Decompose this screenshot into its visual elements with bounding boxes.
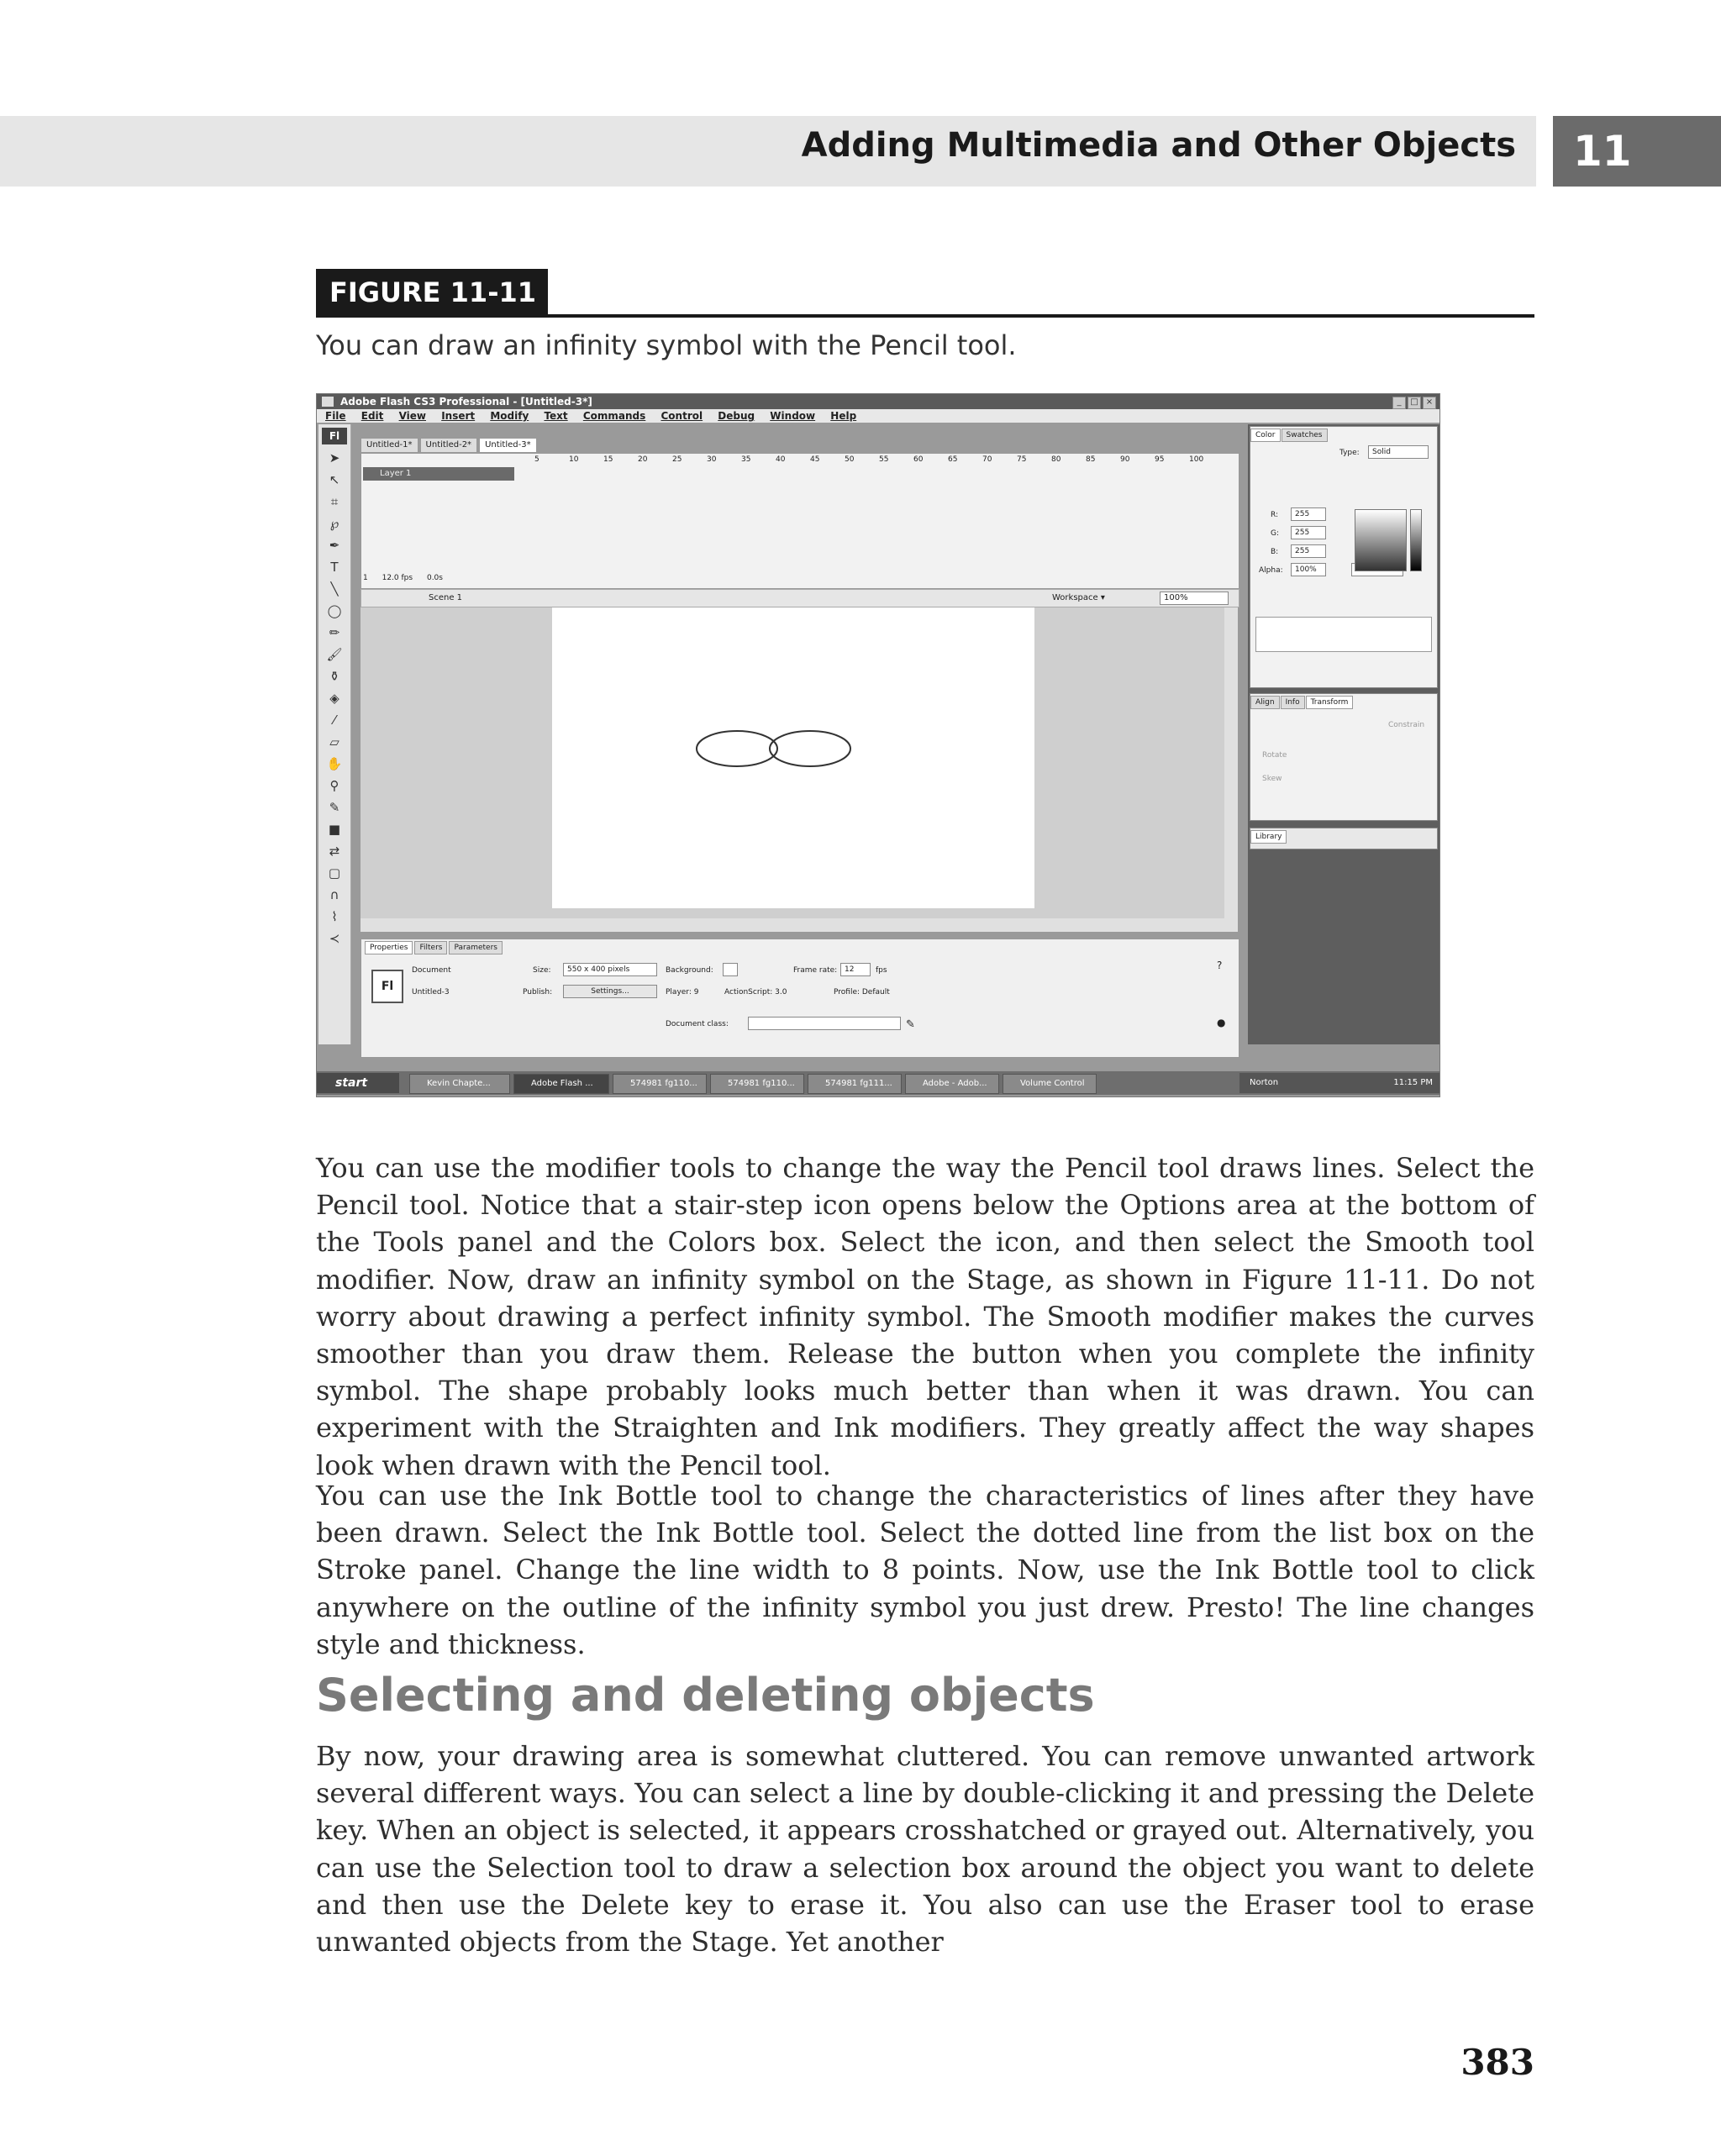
r-label: R: <box>1271 511 1279 519</box>
body-paragraph-3 <box>316 1738 1534 1960</box>
menu-view[interactable]: View <box>398 410 426 422</box>
taskbar-item[interactable]: Kevin Chapte... <box>409 1074 510 1094</box>
document-name: Untitled-3 <box>412 988 450 996</box>
menu-insert[interactable]: Insert <box>441 410 476 422</box>
frame-number: 10 <box>569 455 579 464</box>
document-label: Document <box>412 966 451 975</box>
background-color-swatch[interactable] <box>723 963 738 976</box>
fps-label: fps <box>876 966 887 975</box>
infinity-drawing <box>552 607 1034 908</box>
background-label: Background: <box>666 966 713 975</box>
text-tool-icon[interactable]: T <box>330 560 339 575</box>
paragraph-text: By now, your drawing area is somewhat cluttered. You can remove unwanted artwork several different ways. You can select a line by double-clicking it and pressing the Delete key. When an object is selected, it appears crosshatched or grayed out. Alternatively, you can use the Selection tool to draw a selection box around the object you want to delete and then use the Delete key to erase it. You also can use the Eraser tool to erase unwanted objects from the Stage. Yet another <box>316 1740 1534 1959</box>
menu-file[interactable]: File <box>325 410 346 422</box>
fill-color-icon[interactable]: ■ <box>328 822 341 837</box>
vertical-scrollbar[interactable] <box>1224 607 1238 918</box>
frame-number: 45 <box>810 455 820 464</box>
close-icon[interactable]: × <box>1423 397 1436 409</box>
clock: 11:15 PM <box>1393 1078 1433 1087</box>
document-tabs <box>361 438 539 453</box>
b-label: B: <box>1271 548 1279 556</box>
frame-rate-label: Frame rate: <box>793 966 838 975</box>
frame-number: 20 <box>638 455 648 464</box>
brush-tool-icon[interactable]: 🖌 <box>326 647 343 662</box>
frame-number: 70 <box>982 455 992 464</box>
alpha-field[interactable]: 100% <box>1291 563 1326 576</box>
document-class-field[interactable] <box>748 1017 901 1030</box>
window-controls <box>1391 396 1436 409</box>
frame-number: 40 <box>776 455 786 464</box>
collapse-icon[interactable]: ● <box>1217 1017 1226 1028</box>
taskbar-item[interactable]: 574981 fg111... <box>808 1074 902 1094</box>
frame-rate-readout: 12.0 fps <box>382 574 413 582</box>
frame-number: 50 <box>845 455 855 464</box>
chapter-number-tab: 11 <box>1553 116 1721 187</box>
hand-tool-icon[interactable]: ✋ <box>326 756 343 771</box>
library-panel <box>1250 828 1438 849</box>
type-label: Type: <box>1339 449 1360 457</box>
figure-label: FIGURE 11-11 <box>316 269 548 316</box>
g-field[interactable]: 255 <box>1291 526 1326 539</box>
smooth-modifier-icon[interactable]: ⌇ <box>331 909 338 924</box>
flash-logo: Fl <box>322 428 347 444</box>
transform-panel <box>1250 693 1438 821</box>
tab-untitled-2[interactable]: Untitled-2* <box>420 438 478 453</box>
running-header-title: Adding Multimedia and Other Objects <box>801 126 1516 165</box>
scene-label[interactable]: Scene 1 <box>429 593 463 602</box>
horizontal-scrollbar[interactable] <box>361 918 1238 932</box>
frame-number: 30 <box>707 455 717 464</box>
color-preview <box>1255 617 1432 652</box>
pasteboard <box>361 607 1224 918</box>
zoom-tool-icon[interactable]: ⚲ <box>329 778 339 793</box>
brightness-slider[interactable] <box>1410 509 1422 571</box>
properties-panel <box>361 939 1239 1058</box>
right-panels <box>1248 424 1439 1044</box>
frame-number: 75 <box>1017 455 1027 464</box>
stroke-color-icon[interactable]: ✎ <box>329 800 340 815</box>
norton-tray-label[interactable]: Norton <box>1250 1078 1279 1087</box>
r-field[interactable]: 255 <box>1291 507 1326 521</box>
windows-taskbar <box>317 1071 1439 1095</box>
help-icon[interactable]: ? <box>1217 960 1223 971</box>
frame-number: 5 <box>534 455 539 464</box>
pencil-edit-icon[interactable]: ✎ <box>906 1018 915 1031</box>
subselection-tool-icon[interactable]: ↖ <box>329 472 340 487</box>
frame-ruler <box>534 455 1224 467</box>
menu-window[interactable]: Window <box>770 410 816 422</box>
eraser-tool-icon[interactable]: ▱ <box>329 734 339 749</box>
elapsed-time: 0.0s <box>426 574 443 582</box>
menu-control[interactable]: Control <box>661 410 703 422</box>
pen-tool-icon[interactable]: ✒ <box>329 538 340 553</box>
flash-screenshot <box>316 393 1440 1097</box>
infinity-right-loop <box>770 731 850 766</box>
size-label: Size: <box>533 966 551 975</box>
frame-number: 85 <box>1086 455 1096 464</box>
properties-tabs <box>365 941 504 954</box>
taskbar-item[interactable]: 574981 fg110... <box>613 1074 707 1094</box>
taskbar-item[interactable]: Adobe Flash ... <box>513 1074 609 1094</box>
straighten-modifier-icon[interactable]: ≺ <box>329 931 340 946</box>
profile-label: Profile: Default <box>834 988 890 996</box>
frame-number: 100 <box>1189 455 1204 464</box>
g-label: G: <box>1271 529 1280 538</box>
skew-label[interactable]: Skew <box>1262 775 1282 783</box>
tab-swatches[interactable]: Swatches <box>1282 429 1328 442</box>
type-dropdown[interactable]: Solid <box>1368 445 1429 459</box>
body-paragraph-1 <box>316 1149 1534 1484</box>
menu-text[interactable]: Text <box>544 410 568 422</box>
document-icon: Fl <box>371 970 403 1003</box>
frame-number: 90 <box>1120 455 1130 464</box>
timeline-status <box>363 571 1229 585</box>
zoom-field[interactable]: 100% <box>1160 592 1229 605</box>
document-class-label: Document class: <box>666 1020 729 1028</box>
eyedropper-tool-icon[interactable]: ⁄ <box>333 713 336 728</box>
system-tray <box>1239 1073 1439 1093</box>
b-field[interactable]: 255 <box>1291 544 1326 558</box>
settings-button[interactable]: Settings... <box>563 985 657 998</box>
tools-panel <box>318 424 351 1044</box>
menu-debug[interactable]: Debug <box>718 410 755 422</box>
frame-rate-field[interactable]: 12 <box>840 963 871 976</box>
tab-properties[interactable]: Properties <box>365 941 413 954</box>
tab-color[interactable]: Color <box>1250 429 1281 442</box>
layer-row[interactable]: Layer 1 <box>363 467 514 481</box>
frame-number: 35 <box>741 455 751 464</box>
menu-modify[interactable]: Modify <box>490 410 529 422</box>
tab-untitled-3[interactable]: Untitled-3* <box>479 438 537 453</box>
tab-filters[interactable]: Filters <box>414 941 447 954</box>
paint-bucket-tool-icon[interactable]: ◈ <box>329 691 339 706</box>
line-tool-icon[interactable]: ╲ <box>330 581 339 597</box>
current-frame: 1 <box>363 574 368 582</box>
color-picker-area[interactable] <box>1355 509 1407 571</box>
edit-bar <box>361 589 1239 607</box>
window-title: Adobe Flash CS3 Professional - [Untitled-3*] <box>340 396 592 408</box>
window-titlebar <box>317 394 1439 409</box>
free-transform-tool-icon[interactable]: ⌗ <box>330 494 339 509</box>
publish-label: Publish: <box>523 988 553 996</box>
body-paragraph-2 <box>316 1477 1534 1663</box>
frame-number: 15 <box>603 455 613 464</box>
menu-edit[interactable]: Edit <box>361 410 384 422</box>
pencil-tool-icon[interactable]: ✏ <box>329 625 340 640</box>
page-number: 383 <box>1460 2042 1534 2083</box>
rotate-label[interactable]: Rotate <box>1262 751 1287 760</box>
paragraph-text: You can use the Ink Bottle tool to change the characteristics of lines after they have been drawn. Select the Ink Bottle tool. Select the dotted line from the list box on the Stroke panel. Change the line width to 8 points. Now, use the Ink Bottle tool to click anywhere on the outline of the infinity symbol you just drew. Presto! The line changes style and thickness. <box>316 1480 1534 1660</box>
frame-number: 80 <box>1051 455 1061 464</box>
color-panel <box>1250 426 1438 688</box>
frame-number: 60 <box>913 455 924 464</box>
section-heading: Selecting and deleting objects <box>316 1669 1095 1722</box>
object-drawing-icon[interactable]: ▢ <box>328 865 341 881</box>
selection-tool-icon[interactable]: ➤ <box>329 450 340 465</box>
infinity-left-loop <box>697 731 777 766</box>
size-button[interactable]: 550 x 400 pixels <box>563 963 657 976</box>
frame-number: 55 <box>879 455 889 464</box>
start-button[interactable]: start <box>317 1073 399 1093</box>
figure-rule <box>316 314 1534 318</box>
actionscript-label: ActionScript: 3.0 <box>724 988 787 996</box>
lasso-tool-icon[interactable]: ℘ <box>329 516 339 531</box>
player-label: Player: 9 <box>666 988 699 996</box>
figure-caption: You can draw an infinity symbol with the Pencil tool. <box>316 329 1017 361</box>
tab-parameters[interactable]: Parameters <box>449 941 503 954</box>
frame-number: 25 <box>672 455 682 464</box>
stage[interactable] <box>552 607 1034 908</box>
tab-info[interactable]: Info <box>1281 696 1305 709</box>
taskbar-item[interactable]: 574981 fg110... <box>710 1074 804 1094</box>
tab-transform[interactable]: Transform <box>1306 696 1354 709</box>
snap-magnet-icon[interactable]: ∩ <box>329 887 339 902</box>
paragraph-text: You can use the modifier tools to change the way the Pencil tool draws lines. Select the Pencil tool. Notice that a stair-step icon opens below the Options area at the bottom of the Tools panel and the Colors box. Select the icon, and then select the Smooth tool modifier. Now, draw an infinity symbol on the Stage, as shown in Figure 11-11. Do not worry about drawing a perfect infinity symbol. The Smooth modifier makes the curves smoother than you draw them. Release the button when you complete the infinity symbol. The shape probably looks much better than when it was drawn. You can experiment with the Straighten and Ink modifiers. They greatly affect the way shapes look when drawn with the Pencil tool. <box>316 1152 1534 1481</box>
menu-bar <box>317 409 1439 423</box>
alpha-label: Alpha: <box>1259 566 1283 575</box>
oval-tool-icon[interactable]: ◯ <box>327 603 342 618</box>
frame-number: 95 <box>1155 455 1165 464</box>
tab-untitled-1[interactable]: Untitled-1* <box>361 438 418 453</box>
workspace-menu[interactable]: Workspace ▾ <box>1052 593 1105 602</box>
tab-library[interactable]: Library <box>1250 830 1287 844</box>
swap-colors-icon[interactable]: ⇄ <box>329 844 340 859</box>
taskbar-item[interactable]: Adobe - Adob... <box>905 1074 999 1094</box>
app-icon <box>322 397 334 407</box>
frame-number: 65 <box>948 455 958 464</box>
timeline-panel <box>361 453 1239 589</box>
menu-commands[interactable]: Commands <box>582 410 646 422</box>
restore-icon[interactable]: □ <box>1408 397 1421 409</box>
taskbar-item[interactable]: Volume Control <box>1003 1074 1097 1094</box>
ink-bottle-tool-icon[interactable]: ⚱ <box>329 669 340 684</box>
constrain-label[interactable]: Constrain <box>1388 721 1425 729</box>
minimize-icon[interactable]: _ <box>1392 397 1406 409</box>
tab-align[interactable]: Align <box>1250 696 1280 709</box>
menu-help[interactable]: Help <box>830 410 857 422</box>
